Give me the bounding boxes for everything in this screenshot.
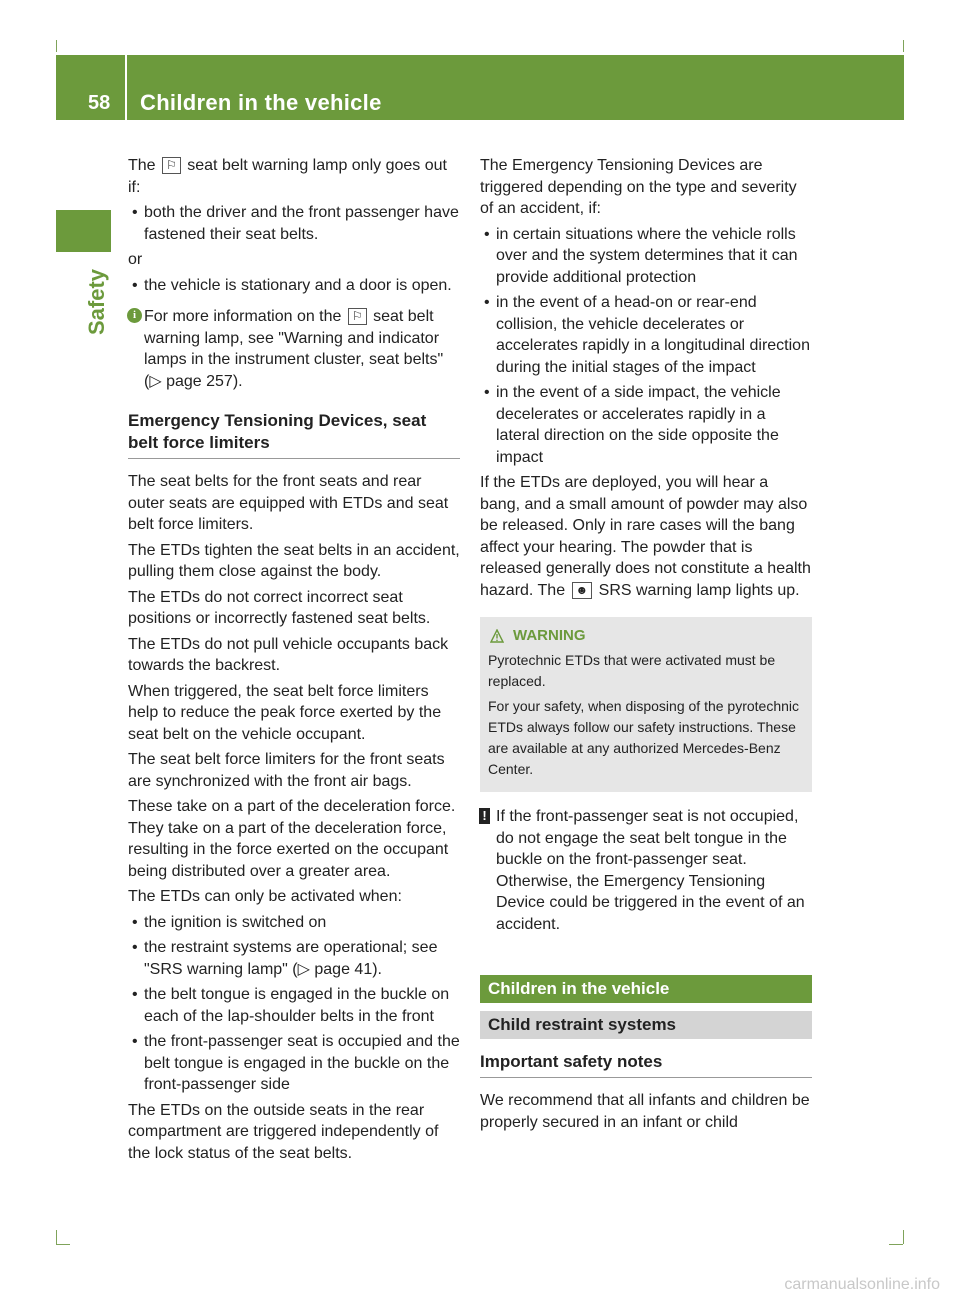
crop-mark <box>56 1230 57 1244</box>
paragraph: If the ETDs are deployed, you will hear a bang, and a small amount of powder may also be released. Only in rare cases will the bang affect your hearing. The powder that is released generally does not constitute a health hazard. The ☻ SRS warning lamp lights up. <box>480 474 811 599</box>
crop-mark <box>56 1244 70 1245</box>
warning-box <box>480 617 812 792</box>
crop-mark <box>889 1244 903 1245</box>
srs-warning-icon: ☻ <box>572 582 593 599</box>
section-tab-label: Safety <box>84 268 109 335</box>
list-item: • in certain situations where the vehicle rolls over and the system determines that it can provide additional protection <box>480 224 812 289</box>
warning-title: WARNING <box>513 627 586 644</box>
seatbelt-warning-icon: ⚐ <box>162 157 181 174</box>
watermark: carmanualsonline.info <box>784 1276 940 1293</box>
section-heading-band: Child restraint systems <box>480 1011 812 1039</box>
list-item: • the ignition is switched on <box>128 912 460 934</box>
seatbelt-warning-icon: ⚐ <box>348 308 367 325</box>
list-item: • the restraint systems are operational; see "SRS warning lamp" (▷ page 41). <box>128 937 460 980</box>
paragraph: The ETDs do not pull vehicle occupants back towards the backrest. <box>128 635 449 674</box>
info-note: i For more information on the ⚐ seat belt warning lamp, see "Warning and indicator lamps in the instrument cluster, seat belts" (▷ page 257). <box>128 306 460 392</box>
paragraph: We recommend that all infants and children be properly secured in an infant or child <box>480 1092 810 1131</box>
warning-header <box>488 625 804 646</box>
crop-mark <box>903 1230 904 1244</box>
info-icon: i <box>127 308 142 323</box>
section-heading: Emergency Tensioning Devices, seat belt force limiters <box>128 410 460 459</box>
paragraph: The ETDs do not correct incorrect seat positions or incorrectly fastened seat belts. <box>128 588 431 627</box>
list-item: • the belt tongue is engaged in the buckle on each of the lap-shoulder belts in the front <box>128 984 460 1027</box>
exclamation-icon: ! <box>479 808 490 824</box>
warning-triangle-icon <box>490 629 504 643</box>
warning-text: Pyrotechnic ETDs that were activated must be replaced. <box>488 652 776 689</box>
list-item: • both the driver and the front passenger have fastened their seat belts. <box>128 202 460 245</box>
section-tab-marker <box>56 210 111 252</box>
list-item: • in the event of a head-on or rear-end collision, the vehicle decelerates or accelerates rapidly in a longitudinal direction during the initial stages of the impact <box>480 292 812 378</box>
paragraph: The Emergency Tensioning Devices are triggered depending on the type and severity of an accident, if: <box>480 157 797 217</box>
list-item: • in the event of a side impact, the vehicle decelerates or accelerates rapidly in a lateral direction on the side opposite the impact <box>480 382 812 468</box>
list-item: • the vehicle is stationary and a door is open. <box>128 275 460 297</box>
paragraph: The seat belt force limiters for the front seats are synchronized with the front air bags. <box>128 751 445 790</box>
section-tab <box>84 265 114 335</box>
paragraph: or <box>128 251 143 268</box>
paragraph: When triggered, the seat belt force limiters help to reduce the peak force exerted by the seat belt on the vehicle occupant. <box>128 682 442 743</box>
list-item: • the front-passenger seat is occupied and the belt tongue is engaged in the buckle on the front-passenger side <box>128 1031 460 1096</box>
chapter-heading: Children in the vehicle <box>480 975 812 1003</box>
warning-text: For your safety, when disposing of the pyrotechnic ETDs always follow our safety instructions. These are available at any authorized Mercedes-Benz Center. <box>488 698 800 777</box>
paragraph: The ETDs on the outside seats in the rear compartment are triggered independently of the lock status of the seat belts. <box>128 1101 439 1162</box>
header-divider <box>125 55 127 120</box>
crop-mark <box>903 40 904 52</box>
page-title: Children in the vehicle <box>140 90 382 115</box>
paragraph: The ⚐ seat belt warning lamp only goes out if: <box>128 157 447 196</box>
subsection-heading: Important safety notes <box>480 1051 812 1078</box>
caution-note: ! If the front-passenger seat is not occupied, do not engage the seat belt tongue in the buckle on the front-passenger seat. Otherwise, the Emergency Tensioning Device could be triggered in the event of an accident. <box>480 806 812 935</box>
left-column <box>128 155 460 1168</box>
paragraph: The seat belts for the front seats and rear outer seats are equipped with ETDs and seat belt force limiters. <box>128 473 449 533</box>
right-column <box>480 155 812 1137</box>
crop-mark <box>56 40 57 52</box>
paragraph: The ETDs tighten the seat belts in an accident, pulling them close against the body. <box>128 541 460 580</box>
paragraph: The ETDs can only be activated when: <box>128 888 402 905</box>
page-reference-link[interactable]: seat belt warning lamp, see "Warning and indicator lamps in the instrument cluster, seat belts" (▷ page 257). <box>144 308 444 390</box>
paragraph: These take on a part of the deceleration force. They take on a part of the deceleration force, resulting in the force exerted on the occupant being distributed over a greater area. <box>128 798 456 880</box>
page-number: 58 <box>88 92 111 114</box>
